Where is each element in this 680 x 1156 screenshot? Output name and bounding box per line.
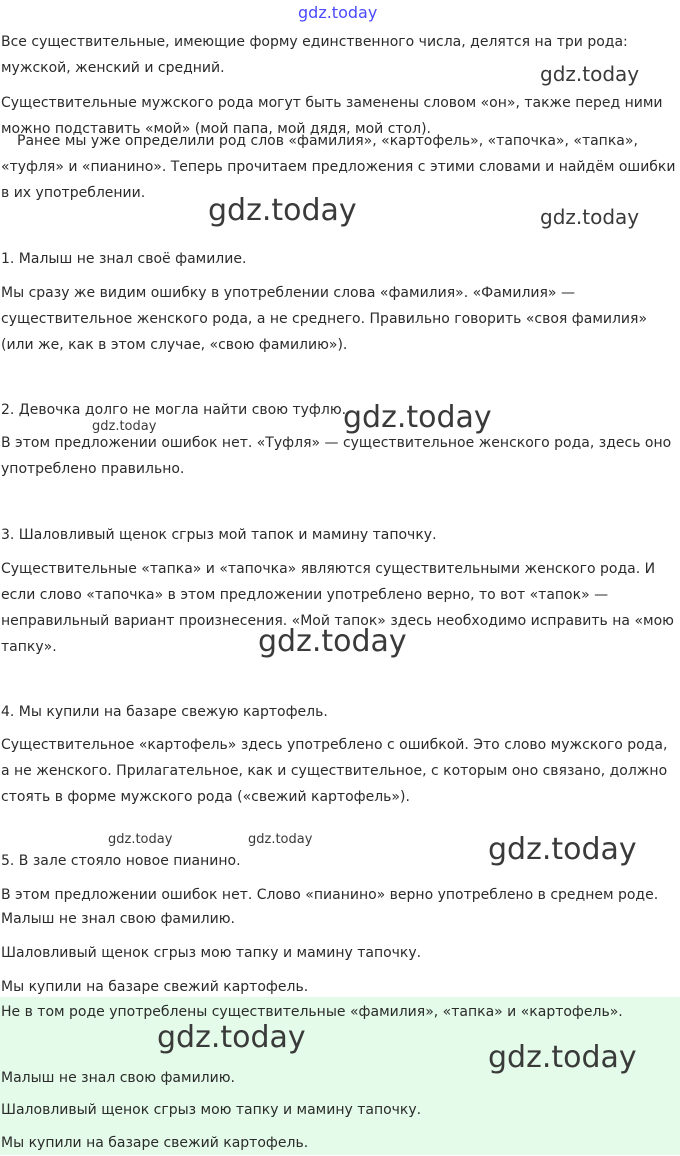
comment-2: В этом предложении ошибок нет. «Туфля» — существительное женского рода, здесь оно употреблено правильно. <box>1 435 672 477</box>
answer-line: Малыш не знал свою фамилию. <box>1 1070 235 1086</box>
answer-line: Мы купили на базаре свежий картофель. <box>1 1135 309 1151</box>
watermark: gdz.today <box>488 1040 637 1075</box>
watermark: gdz.today <box>298 3 378 22</box>
rule-text: Существительные мужского рода могут быть заменены словом «он», также перед ними можно подставить «мой» (мой папа, мой дядя, мой стол). <box>1 95 663 137</box>
comment-4: Существительное «картофель» здесь употреблено с ошибкой. Это слово мужского рода, а не женского. Прилагательное, как и существительное, с которым оно связано, должно стоять в форме мужского рода («свежий картофель»). <box>1 737 668 805</box>
watermark: gdz.today <box>488 832 637 867</box>
watermark: gdz.today <box>343 400 492 435</box>
sentence-3: 3. Шаловливый щенок сгрыз мой тапок и мамину тапочку. <box>1 527 437 543</box>
intro-paragraph: Ранее мы уже определили род слов «фамилия», «картофель», «тапочка», «тапка», «туфля» и «пианино». Теперь прочитаем предложения с этими словами и найдём ошибки в их употреблении. <box>1 133 676 201</box>
watermark: gdz.today <box>248 832 313 847</box>
comment-5: В этом предложении ошибок нет. Слово «пианино» верно употреблено в среднем роде. <box>1 887 659 903</box>
rule-paragraph-clipped <box>1 90 679 137</box>
watermark: gdz.today <box>92 419 157 434</box>
comment-3: Существительные «тапка» и «тапочка» являются существительными женского рода. И если слово «тапочка» в этом предложении употреблено верно, то вот «тапок» — неправильный вариант произнесения. «Мой тапок» здесь необходимо исправить на «мою тапку». <box>1 561 674 655</box>
answer-line: Шаловливый щенок сгрыз мою тапку и мамину тапочку. <box>1 1102 422 1118</box>
sentence-1: 1. Малыш не знал своё фамилие. <box>1 251 247 267</box>
watermark: gdz.today <box>258 624 407 659</box>
comment-1: Мы сразу же видим ошибку в употреблении слова «фамилия». «Фамилия» — существительное женского рода, а не среднего. Правильно говорить «своя фамилия» (или же, как в этом случае, «свою фамилию»). <box>1 285 648 353</box>
rule-paragraph: Все существительные, имеющие форму единственного числа, делятся на три рода: мужской, женский и средний. <box>1 34 628 76</box>
watermark: gdz.today <box>540 205 640 229</box>
watermark: gdz.today <box>208 193 357 228</box>
corrected-sentence: Шаловливый щенок сгрыз мою тапку и мамину тапочку. <box>1 945 422 961</box>
sentence-5: 5. В зале стояло новое пианино. <box>1 853 241 869</box>
sentence-4: 4. Мы купили на базаре свежую картофель. <box>1 704 328 720</box>
answer-text: Не в том роде употреблены существительные «фамилия», «тапка» и «картофель». <box>1 1004 623 1020</box>
watermark: gdz.today <box>157 1020 306 1055</box>
sentence-2: 2. Девочка долго не могла найти свою туфлю. <box>1 402 347 418</box>
watermark: gdz.today <box>540 62 640 86</box>
watermark: gdz.today <box>108 832 173 847</box>
corrected-sentence: Мы купили на базаре свежий картофель. <box>1 979 309 995</box>
corrected-sentence: Малыш не знал свою фамилию. <box>1 911 235 927</box>
